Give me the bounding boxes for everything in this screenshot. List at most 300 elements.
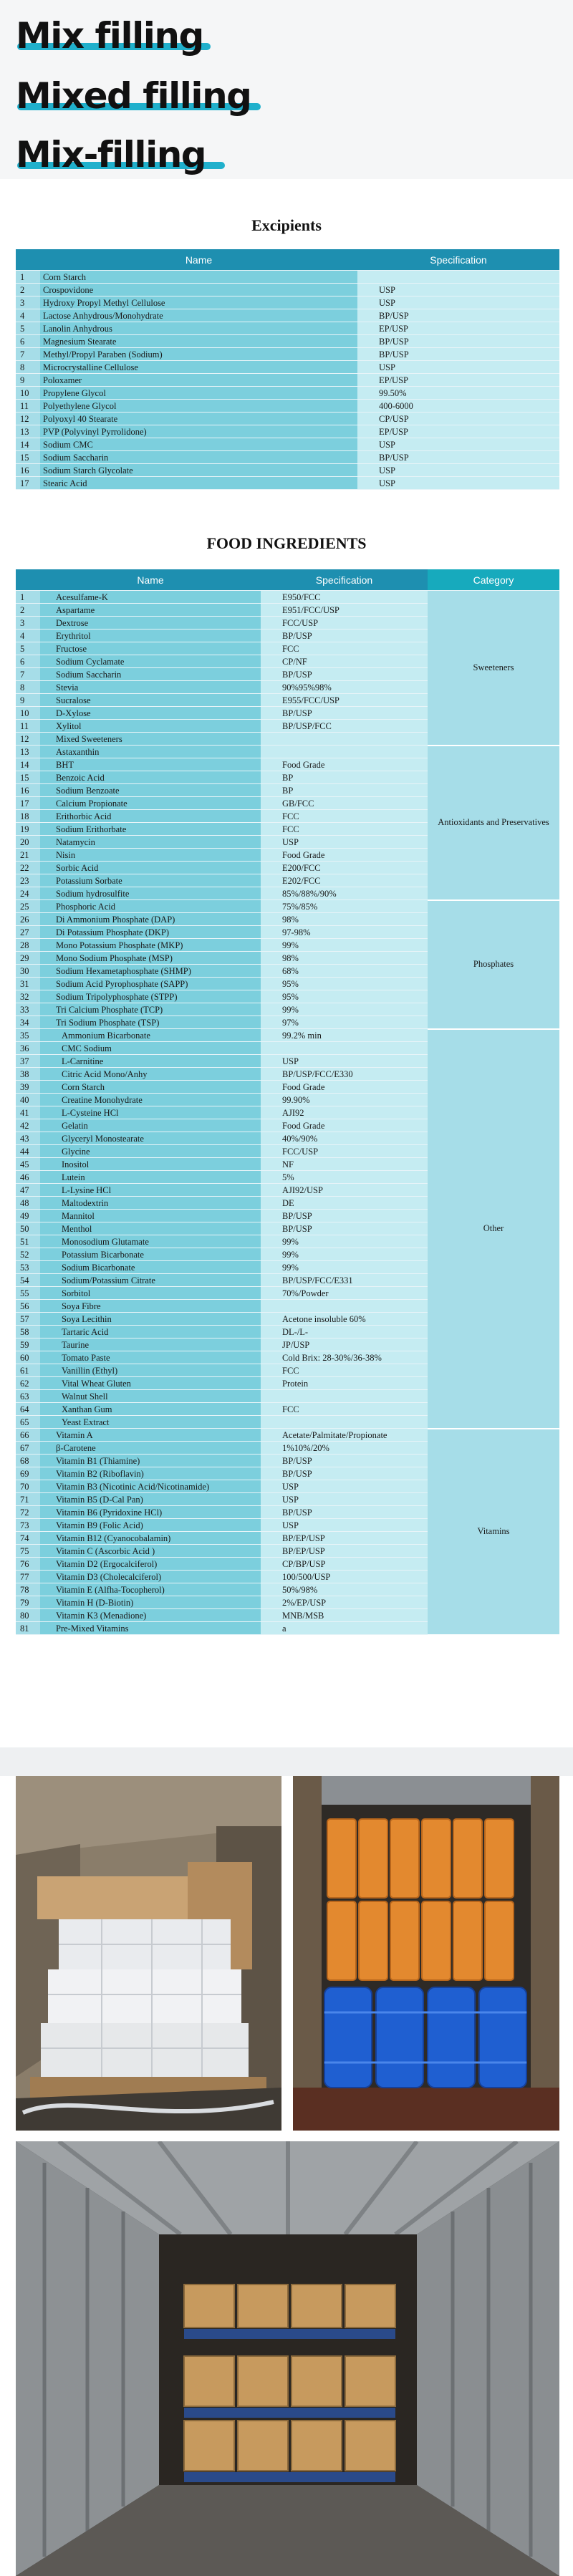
food-spec-cell: DL-/L- [261, 1326, 428, 1338]
food-no-cell: 76 [16, 1558, 40, 1571]
food-no-header [16, 569, 40, 591]
excipient-name-cell: Corn Starch [40, 271, 357, 284]
food-spec-cell [261, 1416, 428, 1429]
food-name-cell: Vanillin (Ethyl) [40, 1364, 261, 1377]
food-name-cell: Sodium Cyclamate [40, 655, 261, 668]
excipient-spec-cell: EP/USP [357, 322, 559, 335]
food-spec-cell: BP/EP/USP [261, 1545, 428, 1558]
food-name-cell: Natamycin [40, 836, 261, 849]
food-name-cell: Acesulfame-K [40, 591, 261, 604]
food-no-cell: 59 [16, 1338, 40, 1351]
food-name-cell: Inositol [40, 1158, 261, 1171]
food-no-cell: 42 [16, 1119, 40, 1132]
excipient-spec-cell: USP [357, 361, 559, 374]
excipient-spec-cell: USP [357, 296, 559, 309]
food-no-cell: 38 [16, 1068, 40, 1081]
food-spec-cell: E200/FCC [261, 862, 428, 874]
food-no-cell: 44 [16, 1145, 40, 1158]
food-name-cell: Potassium Sorbate [40, 874, 261, 887]
food-no-cell: 11 [16, 720, 40, 733]
food-name-cell: β-Carotene [40, 1442, 261, 1455]
food-spec-cell: CP/NF [261, 655, 428, 668]
table-row [16, 1029, 559, 1042]
food-name-cell: Lutein [40, 1171, 261, 1184]
food-name-cell: Tri Sodium Phosphate (TSP) [40, 1016, 261, 1029]
food-name-cell: Glyceryl Monostearate [40, 1132, 261, 1145]
food-name-cell: Erithorbic Acid [40, 810, 261, 823]
food-no-cell: 78 [16, 1583, 40, 1596]
food-name-cell: Vitamin B12 (Cyanocobalamin) [40, 1532, 261, 1545]
food-no-cell: 47 [16, 1184, 40, 1197]
food-no-cell: 31 [16, 978, 40, 990]
food-spec-cell: USP [261, 1519, 428, 1532]
food-no-cell: 35 [16, 1029, 40, 1042]
food-spec-cell: FCC [261, 642, 428, 655]
food-spec-cell: USP [261, 1055, 428, 1068]
food-spec-cell: JP/USP [261, 1338, 428, 1351]
food-spec-cell: Food Grade [261, 758, 428, 771]
food-spec-cell: CP/BP/USP [261, 1558, 428, 1571]
food-name-cell: Erythritol [40, 629, 261, 642]
food-spec-cell [261, 746, 428, 758]
bagged-goods-in-container-photo [16, 1776, 281, 2131]
excipient-name-cell: Poloxamer [40, 374, 357, 387]
food-spec-cell: E202/FCC [261, 874, 428, 887]
food-no-cell: 16 [16, 784, 40, 797]
food-name-cell: Di Potassium Phosphate (DKP) [40, 926, 261, 939]
food-spec-cell: FCC [261, 1403, 428, 1416]
table-row [16, 746, 559, 758]
food-no-cell: 22 [16, 862, 40, 874]
food-no-cell: 67 [16, 1442, 40, 1455]
food-spec-cell: MNB/MSB [261, 1609, 428, 1622]
excipient-no-cell: 2 [16, 284, 40, 296]
food-spec-cell: Acetate/Palmitate/Propionate [261, 1429, 428, 1442]
food-spec-cell: 95% [261, 990, 428, 1003]
food-spec-cell: 99% [261, 1235, 428, 1248]
food-no-cell: 41 [16, 1106, 40, 1119]
food-no-cell: 27 [16, 926, 40, 939]
food-name-cell: Mono Potassium Phosphate (MKP) [40, 939, 261, 952]
excipient-spec-cell: BP/USP [357, 348, 559, 361]
food-name-cell: Vitamin H (D-Biotin) [40, 1596, 261, 1609]
food-spec-cell: BP/USP/FCC/E330 [261, 1068, 428, 1081]
food-no-cell: 4 [16, 629, 40, 642]
food-no-cell: 65 [16, 1416, 40, 1429]
food-name-cell: Tartaric Acid [40, 1326, 261, 1338]
food-no-cell: 45 [16, 1158, 40, 1171]
food-ingredients-table [16, 569, 559, 1636]
food-spec-cell: 99% [261, 939, 428, 952]
food-spec-cell [261, 1390, 428, 1403]
food-no-cell: 1 [16, 591, 40, 604]
food-no-cell: 48 [16, 1197, 40, 1210]
excipient-no-cell: 5 [16, 322, 40, 335]
food-no-cell: 12 [16, 733, 40, 746]
food-no-cell: 72 [16, 1506, 40, 1519]
food-no-cell: 5 [16, 642, 40, 655]
food-name-cell: Phosphoric Acid [40, 900, 261, 913]
excipient-spec-cell: CP/USP [357, 413, 559, 425]
food-spec-cell: 99.90% [261, 1094, 428, 1106]
food-name-cell: Mixed Sweeteners [40, 733, 261, 746]
food-name-cell: Vitamin B1 (Thiamine) [40, 1455, 261, 1467]
food-name-cell: L-Lysine HCl [40, 1184, 261, 1197]
food-name-cell: Soya Lecithin [40, 1313, 261, 1326]
food-spec-cell: Food Grade [261, 1081, 428, 1094]
food-spec-cell: 1%10%/20% [261, 1442, 428, 1455]
food-spec-cell: AJI92/USP [261, 1184, 428, 1197]
food-spec-header: Specification [261, 569, 428, 591]
food-name-cell: Sodium Acid Pyrophosphate (SAPP) [40, 978, 261, 990]
food-name-cell: Di Ammonium Phosphate (DAP) [40, 913, 261, 926]
excipient-name-cell: Magnesium Stearate [40, 335, 357, 348]
container-interior-photo [16, 2141, 559, 2576]
excipient-no-cell: 1 [16, 271, 40, 284]
food-name-cell: Sucralose [40, 694, 261, 707]
excipients-name-header: Name [40, 249, 357, 271]
food-name-cell: Glycine [40, 1145, 261, 1158]
excipient-spec-cell: 99.50% [357, 387, 559, 400]
food-category-header: Category [428, 569, 559, 591]
excipient-no-cell: 10 [16, 387, 40, 400]
table-row [16, 322, 559, 335]
headline-3: Mix-filling [16, 133, 206, 176]
excipient-no-cell: 13 [16, 425, 40, 438]
food-spec-cell: BP/USP/FCC [261, 720, 428, 733]
table-row [16, 1429, 559, 1442]
food-spec-cell: 99% [261, 1261, 428, 1274]
food-no-cell: 23 [16, 874, 40, 887]
food-spec-cell: 75%/85% [261, 900, 428, 913]
food-name-cell: Vitamin B5 (D-Cal Pan) [40, 1493, 261, 1506]
food-spec-cell: Food Grade [261, 1119, 428, 1132]
table-row [16, 296, 559, 309]
category-cell: Phosphates [428, 900, 559, 1029]
food-spec-cell: NF [261, 1158, 428, 1171]
food-no-cell: 8 [16, 681, 40, 694]
excipient-no-cell: 11 [16, 400, 40, 413]
table-row [16, 477, 559, 490]
food-name-cell: Vitamin K3 (Menadione) [40, 1609, 261, 1622]
food-name-cell: Walnut Shell [40, 1390, 261, 1403]
section-divider [0, 1747, 573, 1776]
food-spec-cell: BP/USP [261, 707, 428, 720]
food-no-cell: 53 [16, 1261, 40, 1274]
food-name-cell: Potassium Bicarbonate [40, 1248, 261, 1261]
food-spec-cell: E955/FCC/USP [261, 694, 428, 707]
food-no-cell: 52 [16, 1248, 40, 1261]
table-row [16, 361, 559, 374]
excipient-spec-cell: USP [357, 477, 559, 490]
food-name-cell: Creatine Monohydrate [40, 1094, 261, 1106]
food-name-cell: Aspartame [40, 604, 261, 617]
table-row [16, 413, 559, 425]
excipient-name-cell: Crospovidone [40, 284, 357, 296]
food-name-cell: Citric Acid Mono/Anhy [40, 1068, 261, 1081]
food-spec-cell: 99.2% min [261, 1029, 428, 1042]
food-no-cell: 28 [16, 939, 40, 952]
food-spec-cell: GB/FCC [261, 797, 428, 810]
food-spec-cell: 90%95%98% [261, 681, 428, 694]
food-no-cell: 7 [16, 668, 40, 681]
food-no-cell: 51 [16, 1235, 40, 1248]
headline-2: Mixed filling [16, 74, 251, 117]
table-row [16, 271, 559, 284]
food-no-cell: 37 [16, 1055, 40, 1068]
food-no-cell: 55 [16, 1287, 40, 1300]
food-no-cell: 21 [16, 849, 40, 862]
excipient-spec-cell: BP/USP [357, 451, 559, 464]
excipient-no-cell: 12 [16, 413, 40, 425]
headline-1: Mix filling [16, 14, 203, 57]
food-no-cell: 36 [16, 1042, 40, 1055]
food-name-cell: Vitamin D3 (Cholecalciferol) [40, 1571, 261, 1583]
food-name-cell: D-Xylose [40, 707, 261, 720]
food-spec-cell: E950/FCC [261, 591, 428, 604]
excipient-spec-cell: EP/USP [357, 374, 559, 387]
food-spec-cell: BP/USP/FCC/E331 [261, 1274, 428, 1287]
food-spec-cell [261, 1300, 428, 1313]
food-no-cell: 57 [16, 1313, 40, 1326]
food-no-cell: 79 [16, 1596, 40, 1609]
food-name-cell: L-Cysteine HCl [40, 1106, 261, 1119]
food-no-cell: 43 [16, 1132, 40, 1145]
excipient-no-cell: 17 [16, 477, 40, 490]
food-spec-cell: 68% [261, 965, 428, 978]
food-no-cell: 64 [16, 1403, 40, 1416]
food-no-cell: 63 [16, 1390, 40, 1403]
food-name-cell: Maltodextrin [40, 1197, 261, 1210]
food-spec-cell: USP [261, 1480, 428, 1493]
table-row [16, 591, 559, 604]
food-spec-cell: FCC/USP [261, 617, 428, 629]
food-name-cell: Sodium Erithorbate [40, 823, 261, 836]
food-name-cell: BHT [40, 758, 261, 771]
food-no-cell: 13 [16, 746, 40, 758]
excipient-no-cell: 9 [16, 374, 40, 387]
food-spec-cell: 98% [261, 913, 428, 926]
excipient-name-cell: Microcrystalline Cellulose [40, 361, 357, 374]
food-no-cell: 54 [16, 1274, 40, 1287]
food-no-cell: 25 [16, 900, 40, 913]
food-name-cell: Sodium Benzoate [40, 784, 261, 797]
excipients-body [16, 271, 559, 490]
food-spec-cell: 50%/98% [261, 1583, 428, 1596]
food-spec-cell: BP/USP [261, 668, 428, 681]
table-row [16, 900, 559, 913]
excipient-name-cell: Stearic Acid [40, 477, 357, 490]
food-no-cell: 74 [16, 1532, 40, 1545]
excipient-spec-cell: BP/USP [357, 309, 559, 322]
food-spec-cell: 99% [261, 1003, 428, 1016]
food-no-cell: 62 [16, 1377, 40, 1390]
food-name-cell: Monosodium Glutamate [40, 1235, 261, 1248]
excipient-name-cell: Sodium Saccharin [40, 451, 357, 464]
food-spec-cell [261, 733, 428, 746]
food-spec-cell: BP [261, 771, 428, 784]
drums-in-container-photo [293, 1776, 559, 2131]
excipients-spec-header: Specification [357, 249, 559, 271]
food-name-cell: L-Carnitine [40, 1055, 261, 1068]
food-spec-cell: 97% [261, 1016, 428, 1029]
food-no-cell: 71 [16, 1493, 40, 1506]
excipient-name-cell: Sodium CMC [40, 438, 357, 451]
food-no-cell: 70 [16, 1480, 40, 1493]
excipient-no-cell: 3 [16, 296, 40, 309]
food-no-cell: 20 [16, 836, 40, 849]
food-name-cell: Ammonium Bicarbonate [40, 1029, 261, 1042]
food-spec-cell: BP/USP [261, 1506, 428, 1519]
excipient-no-cell: 8 [16, 361, 40, 374]
food-no-cell: 2 [16, 604, 40, 617]
food-no-cell: 68 [16, 1455, 40, 1467]
excipient-no-cell: 7 [16, 348, 40, 361]
excipient-spec-cell: USP [357, 438, 559, 451]
food-spec-cell: Food Grade [261, 849, 428, 862]
food-name-cell: Vitamin A [40, 1429, 261, 1442]
food-no-cell: 34 [16, 1016, 40, 1029]
food-no-cell: 32 [16, 990, 40, 1003]
table-row [16, 451, 559, 464]
food-no-cell: 69 [16, 1467, 40, 1480]
table-row [16, 464, 559, 477]
food-spec-cell: 40%/90% [261, 1132, 428, 1145]
table-row [16, 335, 559, 348]
food-no-cell: 46 [16, 1171, 40, 1184]
food-name-cell: Benzoic Acid [40, 771, 261, 784]
food-spec-cell: BP/USP [261, 1467, 428, 1480]
excipients-no-header [16, 249, 40, 271]
food-no-cell: 29 [16, 952, 40, 965]
food-name-header: Name [40, 569, 261, 591]
food-no-cell: 77 [16, 1571, 40, 1583]
excipient-name-cell: Propylene Glycol [40, 387, 357, 400]
table-row [16, 425, 559, 438]
food-name-cell: Taurine [40, 1338, 261, 1351]
food-name-cell: Corn Starch [40, 1081, 261, 1094]
food-no-cell: 60 [16, 1351, 40, 1364]
excipient-spec-cell: USP [357, 284, 559, 296]
category-cell: Sweeteners [428, 591, 559, 746]
food-name-cell: Mannitol [40, 1210, 261, 1222]
excipient-name-cell: Methyl/Propyl Paraben (Sodium) [40, 348, 357, 361]
food-name-cell: Vitamin B3 (Nicotinic Acid/Nicotinamide) [40, 1480, 261, 1493]
food-spec-cell: 99% [261, 1248, 428, 1261]
food-spec-cell: USP [261, 836, 428, 849]
excipient-no-cell: 15 [16, 451, 40, 464]
food-name-cell: Sodium Bicarbonate [40, 1261, 261, 1274]
excipient-name-cell: PVP (Polyvinyl Pyrrolidone) [40, 425, 357, 438]
food-no-cell: 30 [16, 965, 40, 978]
food-name-cell: Vitamin B9 (Folic Acid) [40, 1519, 261, 1532]
food-no-cell: 58 [16, 1326, 40, 1338]
drums-illustration [293, 1776, 559, 2131]
excipient-spec-cell: 400-6000 [357, 400, 559, 413]
container-interior-illustration [16, 2141, 559, 2576]
excipient-name-cell: Hydroxy Propyl Methyl Cellulose [40, 296, 357, 309]
food-spec-cell: BP/USP [261, 1455, 428, 1467]
food-no-cell: 66 [16, 1429, 40, 1442]
food-no-cell: 26 [16, 913, 40, 926]
food-no-cell: 56 [16, 1300, 40, 1313]
food-name-cell: Sorbitol [40, 1287, 261, 1300]
food-no-cell: 15 [16, 771, 40, 784]
food-spec-cell: Cold Brix: 28-30%/36-38% [261, 1351, 428, 1364]
food-name-cell: Mono Sodium Phosphate (MSP) [40, 952, 261, 965]
food-name-cell: Vitamin B2 (Riboflavin) [40, 1467, 261, 1480]
food-spec-cell: BP/USP [261, 629, 428, 642]
food-no-cell: 75 [16, 1545, 40, 1558]
food-name-cell: Vital Wheat Gluten [40, 1377, 261, 1390]
food-spec-cell: 100/500/USP [261, 1571, 428, 1583]
food-name-cell: CMC Sodium [40, 1042, 261, 1055]
table-row [16, 400, 559, 413]
excipient-spec-cell: USP [357, 464, 559, 477]
food-spec-cell: BP/USP [261, 1222, 428, 1235]
bagged-goods-illustration [16, 1776, 281, 2131]
food-spec-cell: 5% [261, 1171, 428, 1184]
food-name-cell: Sodium Tripolyphosphate (STPP) [40, 990, 261, 1003]
excipient-name-cell: Sodium Starch Glycolate [40, 464, 357, 477]
food-no-cell: 3 [16, 617, 40, 629]
food-name-cell: Vitamin C (Ascorbic Acid ) [40, 1545, 261, 1558]
food-spec-cell: Protein [261, 1377, 428, 1390]
food-no-cell: 17 [16, 797, 40, 810]
food-name-cell: Xanthan Gum [40, 1403, 261, 1416]
food-spec-cell: BP/USP [261, 1210, 428, 1222]
food-name-cell: Stevia [40, 681, 261, 694]
food-spec-cell: 95% [261, 978, 428, 990]
food-no-cell: 33 [16, 1003, 40, 1016]
food-no-cell: 6 [16, 655, 40, 668]
food-no-cell: 73 [16, 1519, 40, 1532]
food-spec-cell: BP [261, 784, 428, 797]
food-name-cell: Sodium hydrosulfite [40, 887, 261, 900]
food-no-cell: 9 [16, 694, 40, 707]
food-name-cell: Tomato Paste [40, 1351, 261, 1364]
table-row [16, 374, 559, 387]
excipient-name-cell: Polyethylene Glycol [40, 400, 357, 413]
table-row [16, 309, 559, 322]
food-no-cell: 81 [16, 1622, 40, 1635]
category-cell: Other [428, 1029, 559, 1429]
food-name-cell: Vitamin B6 (Pyridoxine HCl) [40, 1506, 261, 1519]
excipient-no-cell: 4 [16, 309, 40, 322]
food-no-cell: 14 [16, 758, 40, 771]
food-spec-cell: DE [261, 1197, 428, 1210]
food-no-cell: 39 [16, 1081, 40, 1094]
food-no-cell: 10 [16, 707, 40, 720]
food-name-cell: Dextrose [40, 617, 261, 629]
food-spec-cell [261, 1042, 428, 1055]
excipient-spec-cell: EP/USP [357, 425, 559, 438]
food-ingredients-body [16, 591, 559, 1635]
food-name-cell: Sodium Saccharin [40, 668, 261, 681]
food-name-cell: Sodium Hexametaphosphate (SHMP) [40, 965, 261, 978]
food-no-cell: 49 [16, 1210, 40, 1222]
food-no-cell: 24 [16, 887, 40, 900]
food-spec-cell: 97-98% [261, 926, 428, 939]
food-name-cell: Menthol [40, 1222, 261, 1235]
food-spec-cell: 2%/EP/USP [261, 1596, 428, 1609]
food-no-cell: 80 [16, 1609, 40, 1622]
excipient-no-cell: 14 [16, 438, 40, 451]
category-cell: Antioxidants and Preservatives [428, 746, 559, 900]
food-name-cell: Calcium Propionate [40, 797, 261, 810]
table-row [16, 387, 559, 400]
excipients-title: Excipients [251, 216, 322, 234]
